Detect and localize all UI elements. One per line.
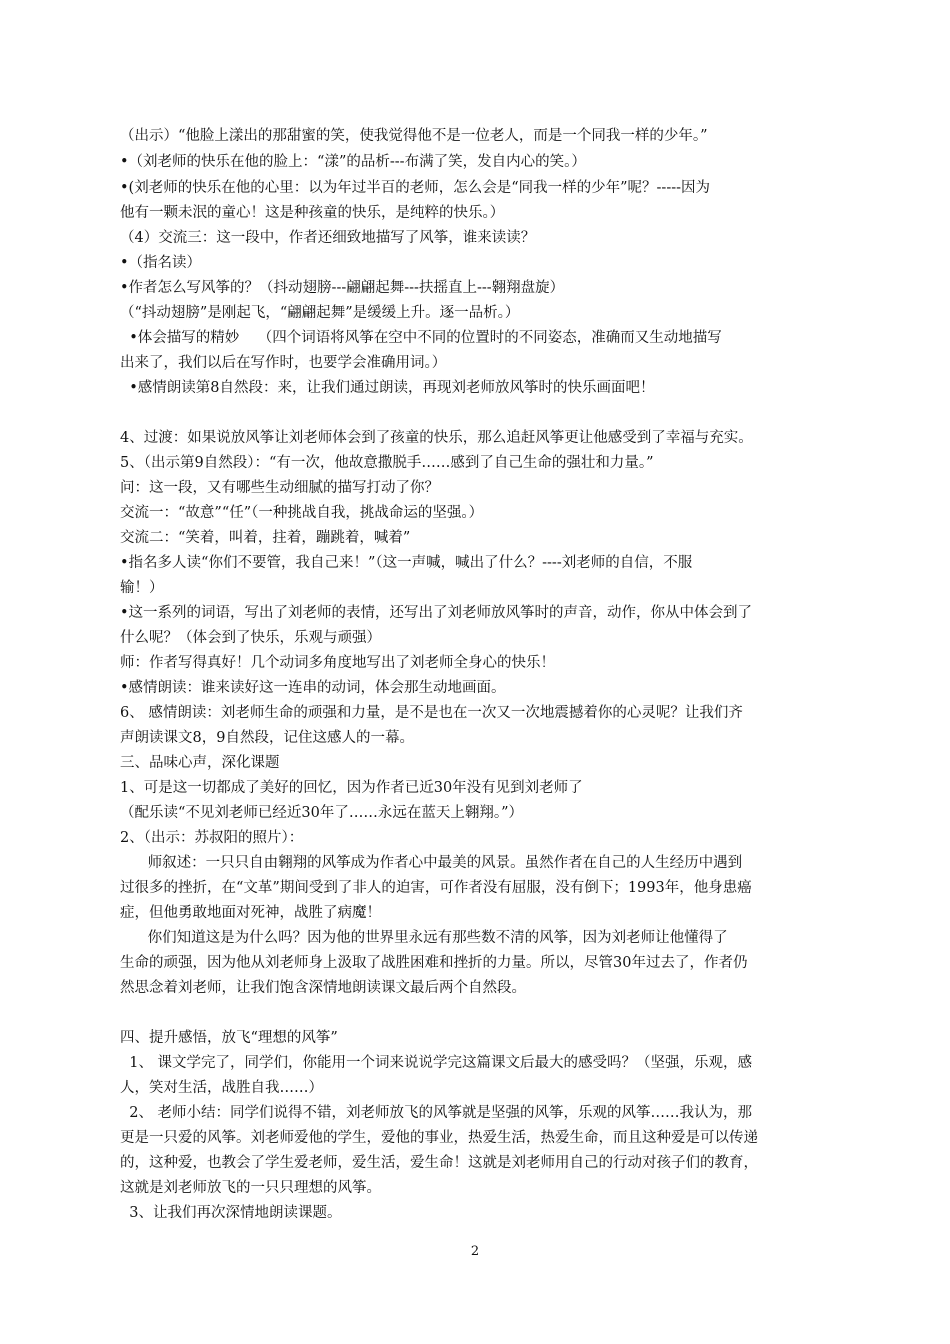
text-line: 他有一颗未泯的童心！这是种孩童的快乐，是纯粹的快乐。） [120,205,505,221]
text-line: （4）交流三：这一段中，作者还细致地描写了风筝，谁来读读？ [120,230,536,246]
text-line: 问：这一段，又有哪些生动细腻的描写打动了你？ [120,480,439,496]
text-line: 1、 课文学完了，同学们，你能用一个词来说说学完这篇课文后最大的感受吗？（坚强，乐观，感 [120,1055,753,1071]
text-line: 2、 老师小结：同学们说得不错，刘老师放飞的风筝就是坚强的风筝，乐观的风筝……我认为，那 [120,1105,753,1121]
text-line: 1、可是这一切都成了美好的回忆，因为作者已近30年没有见到刘老师了 [120,780,583,796]
text-line: （出示）“他脸上漾出的那甜蜜的笑，使我觉得他不是一位老人，而是一个同我一样的少年。” [120,128,708,144]
text-line: 2、（出示：苏叔阳的照片）： [120,830,304,846]
text-line: 师：作者写得真好！几个动词多角度地写出了刘老师全身心的快乐！ [120,655,555,671]
text-line: •感情朗读：谁来读好这一连串的动词，体会那生动地画面。 [120,680,506,696]
text-line: 6、 感情朗读：刘老师生命的顽强和力量，是不是也在一次又一次地震撼着你的心灵呢？让我们齐 [120,705,743,721]
text-line: 声朗读课文8，9自然段，记住这感人的一幕。 [120,730,414,746]
text-line: •感情朗读第8自然段：来，让我们通过朗读，再现刘老师放风筝时的快乐画面吧！ [120,380,655,396]
text-line: 人，笑对生活，战胜自我……） [120,1080,323,1096]
text-line: 过很多的挫折，在“文革”期间受到了非人的迫害，可作者没有屈服，没有倒下；1993年，他身患癌 [120,880,752,896]
text-line: •这一系列的词语，写出了刘老师的表情，还写出了刘老师放风筝时的声音，动作，你从中体会到了 [120,605,753,621]
text-line: •体会描写的精妙 （四个词语将风筝在空中不同的位置时的不同姿态，准确而又生动地描写 [120,330,722,346]
text-line: •（指名读） [120,255,202,271]
section-heading: 三、品味心声，深化课题 [120,755,280,771]
text-line: 师叙述：一只只自由翱翔的风筝成为作者心中最美的风景。虽然作者在自己的人生经历中遇到 [120,855,743,871]
text-line: 交流二：“笑着，叫着，拄着，蹦跳着，喊着” [120,530,411,546]
text-line: 什么呢？（体会到了快乐，乐观与顽强） [120,630,381,646]
text-line: 然思念着刘老师，让我们饱含深情地朗读课文最后两个自然段。 [120,980,526,996]
text-line: 交流一：“故意”“任”（一种挑战自我，挑战命运的坚强。） [120,505,484,521]
text-line: 这就是刘老师放飞的一只只理想的风筝。 [120,1180,381,1196]
text-line: 输！） [120,580,164,596]
text-line: 出来了，我们以后在写作时，也要学会准确用词。） [120,355,447,371]
text-line: 3、让我们再次深情地朗读课题。 [120,1205,342,1221]
section-heading: 四、提升感悟，放飞“理想的风筝” [120,1030,338,1046]
text-line: 症，但他勇敢地面对死神，战胜了病魔！ [120,905,381,921]
text-line: •作者怎么写风筝的？（抖动翅膀---翩翩起舞---扶摇直上---翱翔盘旋） [120,280,565,296]
text-line: •(刘老师的快乐在他的心里：以为年过半百的老师，怎么会是“同我一样的少年”呢？-----因为 [120,180,711,196]
text-line: 4、过渡：如果说放风筝让刘老师体会到了孩童的快乐，那么追赶风筝更让他感受到了幸福与充实。 [120,430,753,446]
text-line: •指名多人读“你们不要管，我自己来！”（这一声喊，喊出了什么？----刘老师的自信，不服 [120,555,693,571]
page-number: 2 [470,1244,480,1259]
text-line: 你们知道这是为什么吗？因为他的世界里永远有那些数不清的风筝，因为刘老师让他懂得了 [120,930,728,946]
text-line: 更是一只爱的风筝。刘老师爱他的学生，爱他的事业，热爱生活，热爱生命，而且这种爱是可以传递 [120,1130,758,1146]
text-line: 5、（出示第9自然段）：“有一次，他故意撒脱手……感到了自己生命的强壮和力量。” [120,455,654,471]
text-line: （配乐读“不见刘老师已经近30年了……永远在蓝天上翱翔。”） [120,805,524,821]
text-line: （“抖动翅膀”是刚起飞，“翩翩起舞”是缓缓上升。逐一品析。） [120,305,520,321]
text-line: 的，这种爱，也教会了学生爱老师，爱生活，爱生命！这就是刘老师用自己的行动对孩子们的教育， [120,1155,758,1171]
text-line: •（刘老师的快乐在他的脸上：“漾”的品析---布满了笑，发自内心的笑。） [120,154,586,170]
text-line: 生命的顽强，因为他从刘老师身上汲取了战胜困难和挫折的力量。所以，尽管30年过去了，作者仍 [120,955,748,971]
